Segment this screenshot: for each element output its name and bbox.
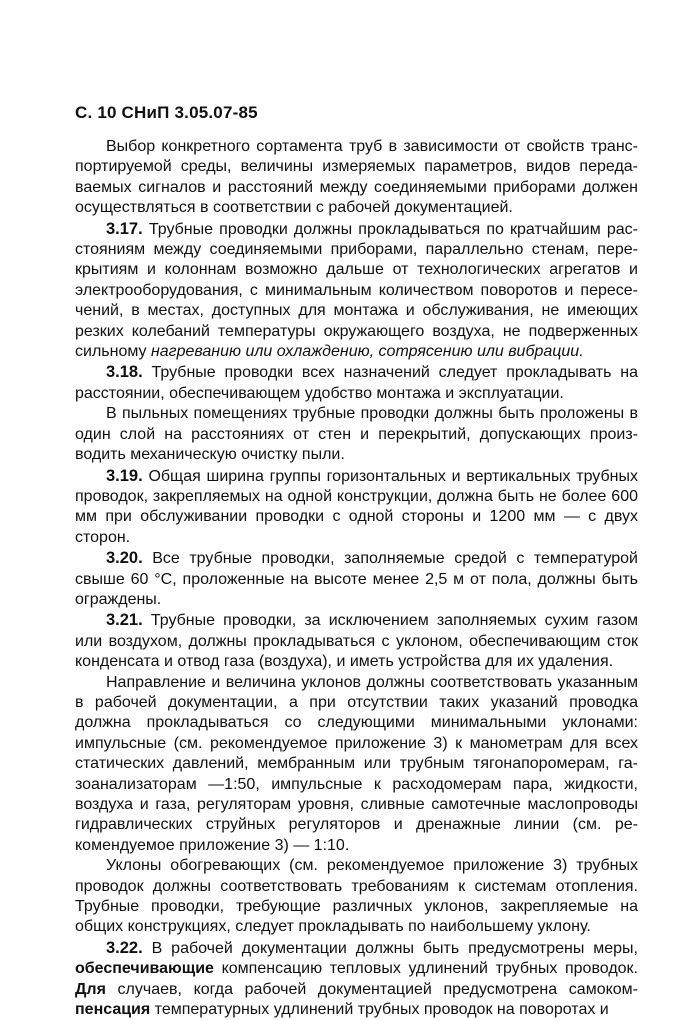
clause-text-bold: Для [75, 980, 106, 998]
clause-3-22 [75, 938, 638, 1020]
clause-text: случаев, когда рабочей документацией предусмотрена самоком [105, 980, 638, 998]
clause-text: В рабочей документации должны быть предусмотрены меры, [151, 939, 638, 957]
clause-number: 3.22. [106, 938, 143, 957]
clause-3-19 [75, 466, 638, 549]
page-header: С. 10 СНиП 3.05.07-85 [75, 103, 258, 122]
clause-3-20 [75, 548, 638, 610]
clause-text: компенсацию тепловых удлинений трубных проводок. [213, 960, 638, 978]
clause-number: 3.17. [106, 219, 143, 238]
clause-text: Общая ширина группы горизонтальных и вертикальных трубных проводок, закрепляемых на одной конструкции, должна быть не более 600 мм при обслуживании проводки с одной стороны и 1200 мм — с двух сторон. [75, 467, 638, 546]
clause-number: 3.18. [106, 363, 143, 382]
clause-text: Трубные проводки, за исключением заполняемых сухим газом или воздухом, должны прокладываться с уклоном, обеспечивающим сток конденсата и отвод газа (воздуха), и иметь устройства для их удаления. [75, 612, 638, 671]
clause-text: температурных удлинений трубных проводок на поворотах и [150, 1001, 609, 1019]
clause-text: Трубные проводки должны прокладываться по кратчайшим расстояниям между соединяемыми приборами, параллельно стенам, перекрытиям и колоннам возможно дальше от технологических агрегатов и электрооборудования, с минимальным количеством поворотов и пересечений, в местах, доступных для монтажа и обслуживания, не имеющих резких колебаний температуры окружающего воздуха, не подверженных сильному [75, 220, 638, 361]
clause-number: 3.19. [106, 466, 143, 485]
clause-3-21 [75, 610, 638, 672]
clause-text-italic: нагреванию или охлаждению, сотрясению или вибрации. [150, 343, 584, 361]
paragraph-slopes: Направление и величина уклонов должны соответствовать указанным в рабочей документации, а при отсутствии таких указаний проводка должна прокладываться со следующими минимальными уклонами: импульсные (см. рекомендуемое приложение 3) к манометрам для всех статических давлений, мембранным или трубным тягонапоромерам, газоанализаторам —1:50, импульсные к расходомерам пара, жидкости, воздуха и газа, регуляторам уровня, сливные самотечные маслопроводы гидравлических струйных регуляторов и дренажные линии (см. рекомендуемое приложение 3) — 1:10. [75, 673, 638, 854]
clause-text: Все трубные проводки, заполняемые средой с температурой свыше 60 °С, проложенные на высоте менее 2,5 м от пола, должны быть ограждены. [75, 550, 638, 608]
paragraph-dusty-rooms: В пыльных помещениях трубные проводки должны быть проложены в один слой на расстояниях от стен и перекрытий, допускающих производить механическую очистку пыли. [75, 405, 638, 464]
document-body [75, 137, 638, 1020]
clause-text-bold: пенсация [75, 1001, 151, 1019]
clause-text: Трубные проводки всех назначений следует прокладывать на расстоянии, обеспечивающем удобство монтажа и эксплуатации. [75, 364, 638, 402]
clause-number: 3.21. [106, 611, 143, 630]
clause-text-bold: обеспечивающие [75, 960, 214, 978]
clause-3-18 [75, 362, 638, 404]
clause-3-17 [75, 219, 638, 363]
clause-number: 3.20. [106, 549, 143, 568]
paragraph-heating-slopes: Уклоны обогревающих (см. рекомендуемое приложение 3) трубных проводок должны соответствовать требованиям к системам отопления. Трубные проводки, требующие различных уклонов, закрепляемые на общих конструкциях, следует прокладывать по наибольшему уклону. [75, 857, 638, 936]
paragraph-intro: Выбор конкретного сортамента труб в зависимости от свойств транспортируемой среды, величины измеряемых параметров, видов передаваемых сигналов и расстояний между соединяемыми приборами должен осуществляться в соответствии с рабочей документацией. [75, 138, 638, 217]
